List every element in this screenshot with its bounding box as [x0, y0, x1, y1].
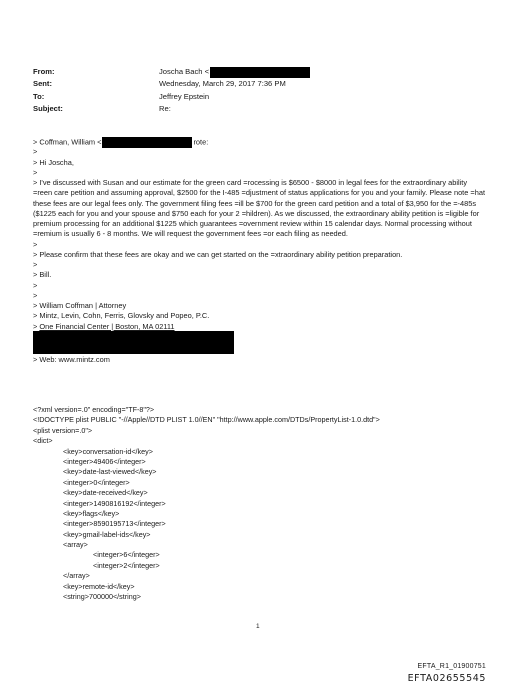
quote-line: >: [33, 260, 38, 269]
from-row: [33, 66, 310, 78]
from-value: [159, 66, 310, 78]
subject-value: Re:: [159, 103, 171, 113]
redaction-block: [102, 137, 192, 148]
xml-line: <key>flags</key>: [63, 508, 120, 518]
to-label: To:: [33, 91, 45, 101]
sent-row: [33, 78, 310, 90]
attribution-start: > Coffman, William <: [33, 137, 102, 147]
xml-line: <key>conversation-id</key>: [63, 446, 153, 456]
xml-line: </array>: [63, 571, 90, 581]
xml-line: <integer>49406</integer>: [63, 456, 146, 466]
quote-attribution: [33, 137, 485, 147]
xml-line: <dict>: [33, 436, 53, 446]
signature-name: > William Coffman | Attorney: [33, 301, 127, 310]
greeting: > Hi Joscha,: [33, 157, 74, 167]
signature-firm: > Mintz, Levin, Cohn, Ferris, Glovsky and Popeo, P.C.: [33, 311, 210, 321]
xml-line: <integer>8590195713</integer>: [63, 519, 166, 529]
quote-line: >: [33, 290, 38, 300]
sent-label: Sent:: [33, 79, 52, 89]
xml-line: <!DOCTYPE plist PUBLIC "-//Apple//DTD PLIST 1.0//EN" "http://www.apple.com/DTDs/PropertyList-1.0.dtd">: [33, 415, 380, 425]
quote-line: >: [33, 147, 38, 157]
subject-row: [33, 103, 310, 115]
to-value: Jeffrey Epstein: [159, 91, 210, 101]
xml-line: <array>: [63, 540, 88, 550]
xml-line: <string>700000</string>: [63, 592, 141, 602]
confirm-line: > Please confirm that these fees are okay and we can get started on the =xtraordinary ability petition preparation.: [33, 249, 403, 259]
bates-number-small: EFTA_R1_01900751: [417, 663, 486, 670]
signature-web: > Web: www.mintz.com: [33, 354, 110, 364]
subject-label: Subject:: [33, 103, 63, 113]
page-number: 1: [256, 623, 260, 630]
from-label: From:: [33, 67, 55, 76]
xml-line: <key>gmail-label-ids</key>: [63, 529, 151, 539]
xml-line: <key>date-received</key>: [63, 488, 148, 498]
attribution-end: rote:: [193, 137, 209, 147]
plist-xml-block: [33, 405, 380, 602]
address-prefix: >: [33, 321, 40, 331]
xml-line: <?xml version=.0" encoding="TF-8"?>: [33, 405, 155, 414]
sent-value: Wednesday, March 29, 2017 7:36 PM: [159, 79, 286, 89]
xml-line: <integer>2</integer>: [93, 560, 160, 570]
to-row: [33, 91, 310, 103]
redaction-block: [33, 331, 234, 354]
quote-line: >: [33, 167, 38, 177]
xml-line: <plist version=.0">: [33, 425, 93, 435]
redaction-block: [210, 67, 310, 78]
from-name: Joscha Bach <: [159, 67, 210, 76]
sign-off: > Bill.: [33, 270, 52, 280]
bates-number-large: EFTA02655545: [407, 673, 486, 684]
xml-line: <integer>0</integer>: [63, 477, 130, 487]
fees-paragraph: > I've discussed with Susan and our estimate for the green card =rocessing is $6500 - $8000 in legal fees for the extraordinary ability =reen care petition and assuming approval, $2500 for the I-485 =djustment of status applications for you and your family. Please note =hat these fees are our legal fees only. The government filing fees =ill be $700 for the green card petition and a total of $3,950 for the =-485s ($1225 each for you and your spouse and $750 each for your 2 =hildren). As we discussed, the extraordinary ability petition is =ligible for premium processing for an additional $1225 which guarantees =overnment review within 15 calendar days. Normal processing without =remium is usually 6 - 8 months. We will request the government fees =or each filing as needed.: [33, 178, 485, 239]
email-header: [33, 66, 310, 115]
quote-line: >: [33, 239, 38, 249]
xml-line: <integer>6</integer>: [93, 550, 160, 560]
xml-line: <key>remote-id</key>: [63, 581, 135, 591]
xml-line: <key>date-last-viewed</key>: [63, 467, 157, 477]
email-body: [33, 137, 485, 365]
quote-line: >: [33, 280, 38, 290]
signature-address-row: [33, 322, 485, 332]
signature-address: One Financial Center | Boston, MA 02111: [39, 321, 175, 331]
xml-line: <integer>1490816192</integer>: [63, 498, 166, 508]
